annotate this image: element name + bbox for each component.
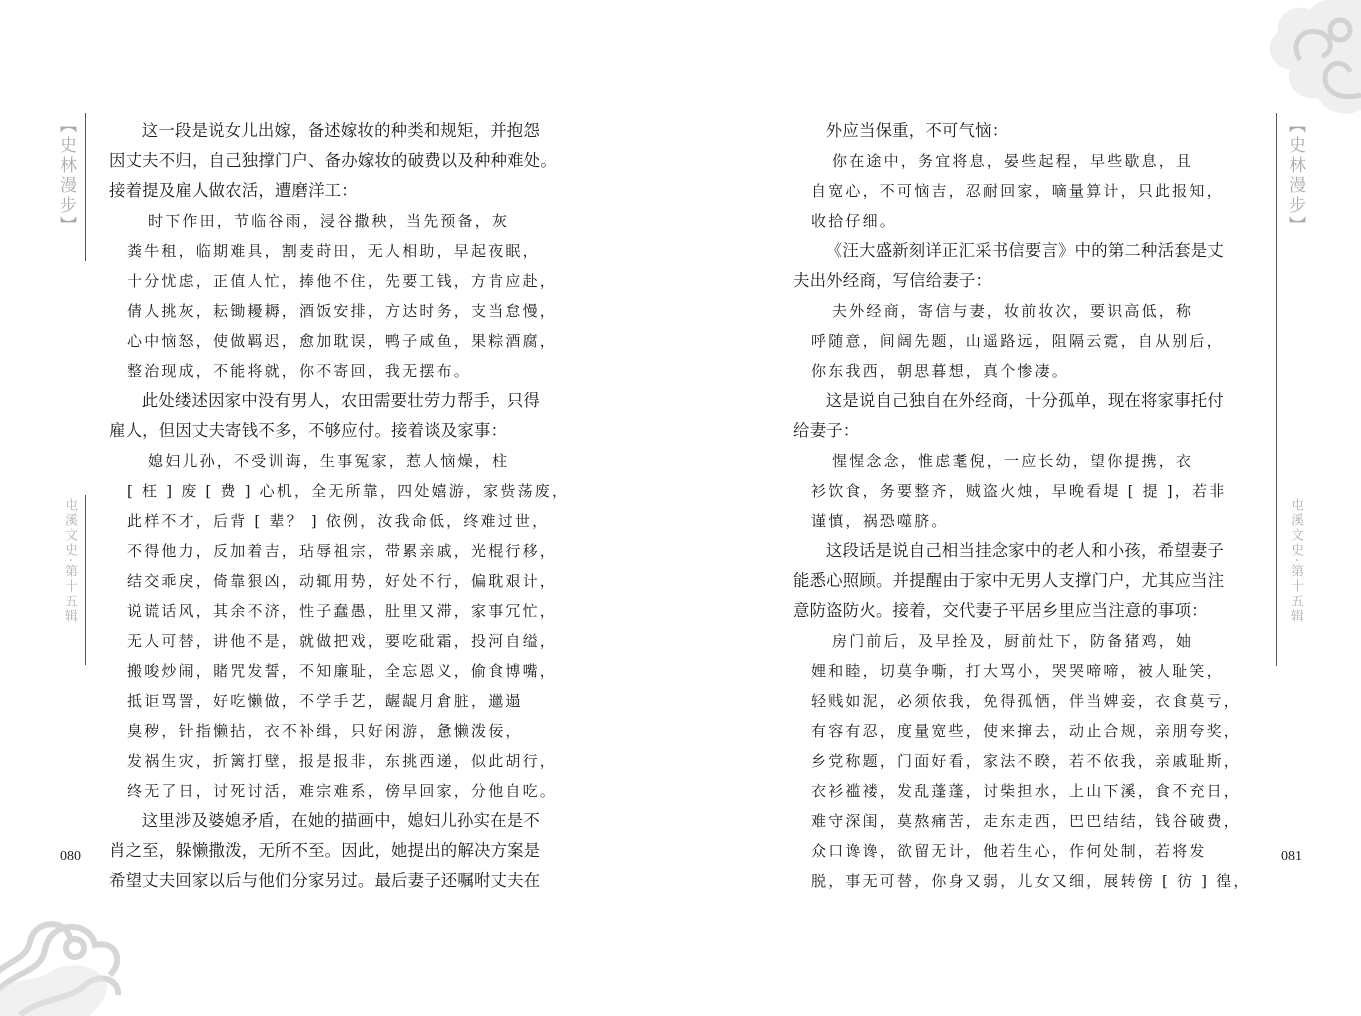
cloud-ornament-icon xyxy=(1240,0,1361,130)
text-line: 说谎话风，其余不济，性子蠢愚，肚里又滞，家事冗忙， xyxy=(127,602,558,620)
text-line: 房门前后，及早拴及，厨前灶下，防备猪鸡，妯 xyxy=(832,632,1194,650)
text-line: 意防盗防火。接着，交代妻子平居乡里应当注意的事项： xyxy=(793,601,1208,620)
quoted-passage xyxy=(793,446,1251,536)
text-line: 此处缕述因家中没有男人，农田需要壮劳力帮手，只得 xyxy=(141,391,540,410)
paragraph xyxy=(793,116,1251,146)
right-page xyxy=(680,0,1361,1016)
series-num: 五 xyxy=(1288,594,1303,610)
text-line: 心中恼怒，使做羁迟，愈加耽误，鸭子咸鱼，果粽酒腐， xyxy=(127,332,558,350)
text-line: 乡党称题，门面好看，家法不睽，若不依我，亲戚耻斯， xyxy=(811,752,1242,770)
text-line: 惺惺念念，惟虑耄倪，一应长幼，望你提携，衣 xyxy=(832,452,1194,470)
text-line: 收拾仔细。 xyxy=(811,212,898,230)
series-label xyxy=(60,498,79,624)
text-line: 臭秽，针指懒拈，衣不补缉，只好闲游，惫懒泼佞， xyxy=(127,722,523,740)
sidebar-rule-bottom xyxy=(85,495,86,665)
text-line: 十分忧虑，正值人忙，捧他不住，先要工钱，方肯应赴， xyxy=(127,272,558,290)
text-line: 结交乖戾，倚靠狠凶，动辄用势，好处不行，偏耽艰计， xyxy=(127,572,558,590)
series-num: 十 xyxy=(1288,579,1303,595)
paragraph xyxy=(793,236,1251,296)
quoted-passage xyxy=(109,206,569,386)
text-line: 此样不才，后背 [ 辈？ ] 依例，汝我命低，终难过世， xyxy=(127,512,550,530)
paragraph xyxy=(793,536,1251,626)
text-line: 衣衫褴褛，发乱蓬蓬，讨柴担水，上山下溪，食不充日， xyxy=(811,782,1242,800)
text-line: 外应当保重，不可气恼： xyxy=(825,121,1009,140)
cloud-ornament-icon xyxy=(0,880,130,1016)
text-line: 脱，事无可替，你身又弱，儿女又细，展转傍 [ 彷 ] 徨， xyxy=(811,872,1251,890)
quoted-passage xyxy=(793,296,1251,386)
text-line: 给妻子： xyxy=(793,421,860,440)
text-line: 发祸生灾，折篱打壁，报是报非，东挑西递，似此胡行， xyxy=(127,752,558,770)
text-line: 肖之至，躲懒撒泼，无所不至。因此，她提出的解决方案是 xyxy=(109,841,541,860)
text-line: 时下作田，节临谷雨，浸谷撒秧，当先预备，灰 xyxy=(148,212,510,230)
text-line: 有容有忍，度量宽些，使来撺去，动止合规，亲朋夸奖， xyxy=(811,722,1242,740)
text-line: 《汪大盛新刻详正汇采书信要言》中的第二种活套是丈 xyxy=(825,241,1224,260)
text-line: 因丈夫不归，自己独撑门户、备办嫁妆的破费以及种种难处。 xyxy=(109,151,557,170)
quoted-passage xyxy=(793,626,1251,896)
text-line: 整治现成，不能将就，你不寄回，我无摆布。 xyxy=(127,362,472,380)
text-line: 你在途中，务宜将息，晏些起程，早些歇息，且 xyxy=(832,152,1194,170)
paragraph xyxy=(793,386,1251,446)
text-line: 这里涉及婆媳矛盾，在她的描画中，媳妇儿孙实在是不 xyxy=(141,811,540,830)
text-line: 难守深闺，莫熬痛苦，走东走西，巴巴结结，钱谷破费， xyxy=(811,812,1242,830)
text-line: 夫外经商，寄信与妻，妆前妆次，要识高低，称 xyxy=(832,302,1194,320)
sidebar-rule xyxy=(1276,113,1277,666)
text-line: 抵讵骂詈，好吃懒做，不学手艺，龌龊月倉脏，邋遢 xyxy=(127,692,523,710)
text-line: 自宽心，不可恼吉，忍耐回家，嘀量算计，只此报知， xyxy=(811,182,1224,200)
text-line: 接着提及雇人做农活，遭磨洋工： xyxy=(109,181,358,200)
text-line: [ 枉 ] 废 [ 费 ] 心机，全无所靠，四处嬉游，家赀荡废， xyxy=(127,482,570,500)
text-line: 无人可替，讲他不是，就做把戏，要吃砒霜，投河自缢， xyxy=(127,632,558,650)
series-text: 辑 xyxy=(62,609,77,625)
column-title: 【史林漫步】 xyxy=(1285,116,1305,236)
text-line: 娌和睦，切莫争嘶，打大骂小，哭哭啼啼，被人耻笑， xyxy=(811,662,1224,680)
text-line: 这是说自己独自在外经商，十分孤单，现在将家事托付 xyxy=(825,391,1224,410)
body-text xyxy=(109,116,569,896)
text-line: 粪牛租，临期难具，割麦莳田，无人相助，早起夜眠， xyxy=(127,242,540,260)
text-line: 这段话是说自己相当挂念家中的老人和小孩，希望妻子 xyxy=(825,541,1224,560)
column-title: 【史林漫步】 xyxy=(56,116,76,236)
page-number: 080 xyxy=(60,849,81,864)
sidebar-rule-top xyxy=(85,113,86,261)
text-line: 雇人，但因丈夫寄钱不多，不够应付。接着谈及家事： xyxy=(109,421,508,440)
text-line: 不得他力，反加着吉，玷辱祖宗，带累亲戚，光棍行移， xyxy=(127,542,558,560)
paragraph xyxy=(109,386,569,446)
text-line: 能悉心照顾。并提醒由于家中无男人支撑门户，尤其应当注 xyxy=(793,571,1225,590)
series-text: 屯溪文史·第 xyxy=(1288,498,1303,580)
text-line: 衫饮食，务要整齐，贼盗火烛，早晚看堤 [ 提 ]，若非 xyxy=(811,482,1227,500)
paragraph xyxy=(109,116,569,206)
text-line: 众口谗谗，欲留无计，他若生心，作何处制，若将发 xyxy=(811,842,1207,860)
series-label xyxy=(1286,498,1305,624)
series-num: 十 xyxy=(62,579,77,595)
text-line: 呼随意，间阔先题，山遥路远，阻隔云霓，自从别后， xyxy=(811,332,1224,350)
text-line: 搬唆炒闹，賭咒发誓，不知廉耻，全忘恩义，偷食博嘴， xyxy=(127,662,558,680)
series-text: 屯溪文史·第 xyxy=(62,498,77,580)
quoted-passage xyxy=(793,146,1251,236)
text-line: 倩人挑灰，耘锄耰耨，酒饭安排，方达时务，支当怠慢， xyxy=(127,302,558,320)
text-line: 这一段是说女儿出嫁，备述嫁妆的种类和规矩，并抱怨 xyxy=(141,121,540,140)
text-line: 夫出外经商，写信给妻子： xyxy=(793,271,993,290)
text-line: 希望丈夫回家以后与他们分家另过。最后妻子还嘱咐丈夫在 xyxy=(109,871,541,890)
series-text: 辑 xyxy=(1288,609,1303,625)
text-line: 媳妇儿孙，不受训诲，生事冤家，惹人恼燥，柱 xyxy=(148,452,510,470)
left-page xyxy=(0,0,680,1016)
text-line: 轻贱如泥，必须依我，免得孤恓，伴当婢妾，衣食莫亏， xyxy=(811,692,1242,710)
text-line: 终无了日，讨死讨活，难宗难系，傍早回家，分他自吃。 xyxy=(127,782,558,800)
paragraph xyxy=(109,806,569,896)
series-num: 五 xyxy=(62,594,77,610)
body-text xyxy=(793,116,1251,896)
quoted-passage xyxy=(109,446,569,806)
page-number: 081 xyxy=(1281,849,1302,864)
text-line: 谨慎，祸恐噬脐。 xyxy=(811,512,949,530)
text-line: 你东我西，朝思暮想，真个惨凄。 xyxy=(811,362,1070,380)
